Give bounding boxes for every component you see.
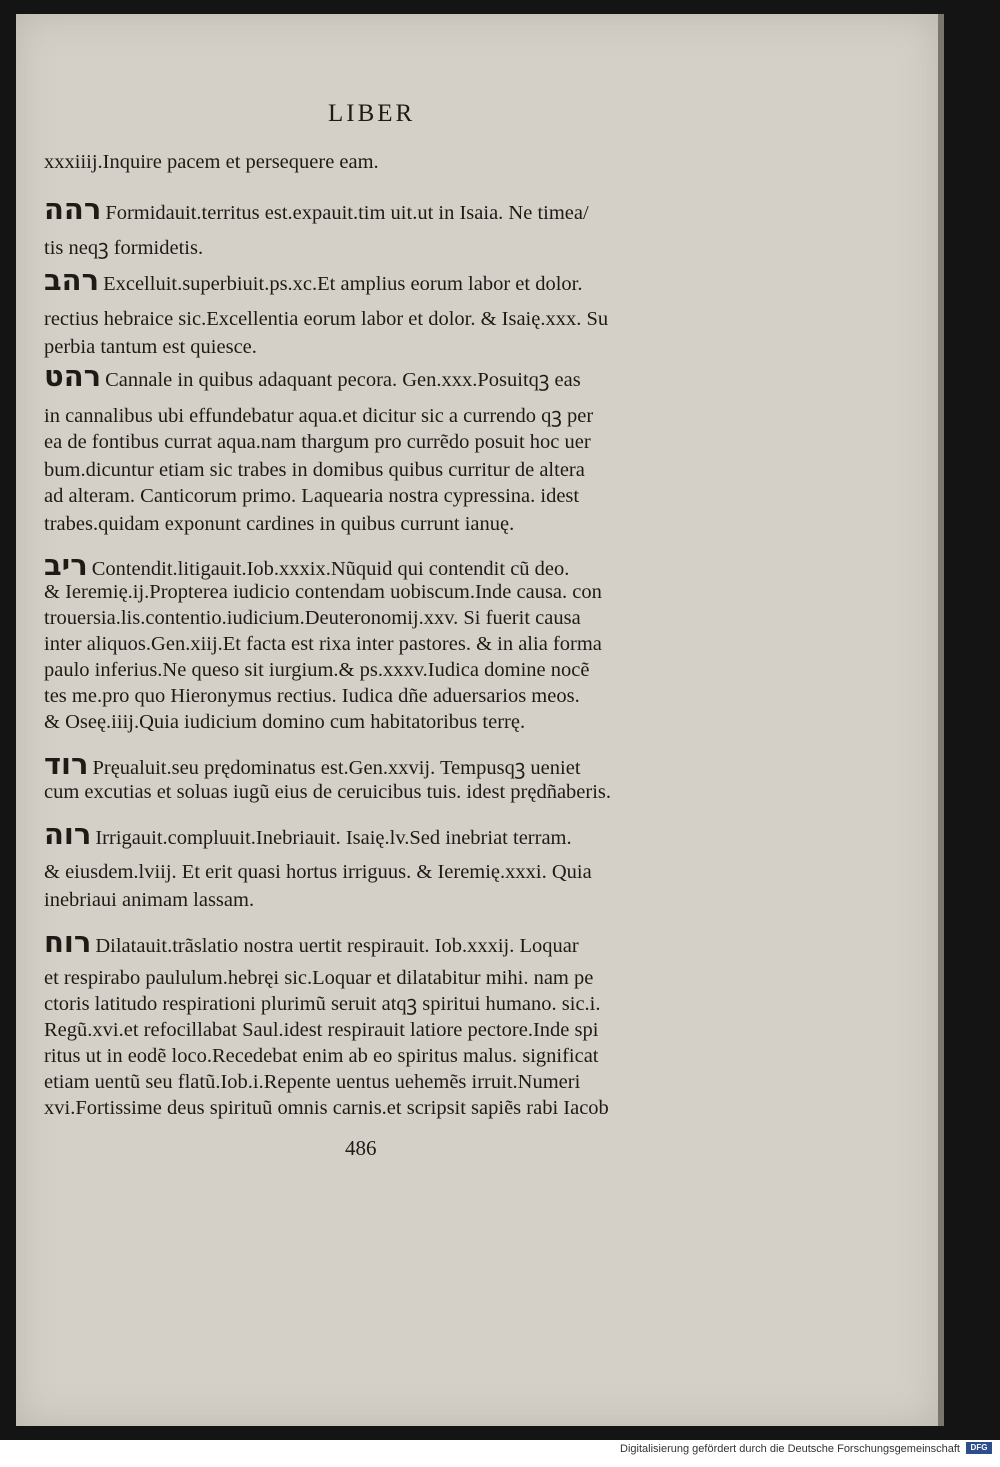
line-text: xvi.Fortissime deus spirituũ omnis carnis.et scripsit sapiẽs rabi Iacob: [44, 1097, 609, 1119]
text-line: [44, 992, 601, 1016]
hebrew-entry-word: רוד: [44, 747, 89, 781]
line-text: & Ieremię.ij.Propterea iudicio contendam uobiscum.Inde causa. con: [44, 581, 602, 603]
line-text: perbia tantum est quiesce.: [44, 336, 257, 358]
text-line: [44, 1044, 599, 1068]
line-text: tes me.pro quo Hieronymus rectius. Iudica dñe aduersarios meos.: [44, 685, 580, 707]
page-number: 486: [345, 1136, 377, 1160]
line-text: ritus ut in eodẽ loco.Recedebat enim ab eo spiritus malus. significat: [44, 1045, 599, 1067]
line-text: ad alteram. Canticorum primo. Laquearia nostra cypressina. idest: [44, 485, 580, 507]
line-text: bum.dicuntur etiam sic trabes in domibus quibus curritur de altera: [44, 459, 585, 481]
text-line: [44, 236, 203, 260]
line-text: ctoris latitudo respirationi plurimũ seruit atqꝫ spiritui humano. sic.i.: [44, 993, 601, 1015]
text-line: [44, 1018, 598, 1042]
text-line: [44, 658, 589, 682]
line-text: Pręualuit.seu prędominatus est.Gen.xxvij. Tempusqꝫ ueniet: [92, 757, 581, 779]
line-text: cum excutias et soluas iugũ eius de ceruicibus tuis. idest prędñaberis.: [44, 781, 612, 803]
hebrew-entry-word: רהט: [44, 359, 102, 393]
hebrew-entry-word: רוה: [44, 817, 92, 851]
text-line: [44, 632, 602, 656]
text-line: [44, 606, 581, 630]
hebrew-entry-word: ריב: [44, 548, 88, 582]
line-text: & eiusdem.lviij. Et erit quasi hortus irriguus. & Ieremię.xxxi. Quia: [44, 861, 592, 883]
text-line: [44, 684, 580, 708]
text-line: [44, 1096, 609, 1120]
line-text: Cannale in quibus adaquant pecora. Gen.xxx.Posuitqꝫ eas: [105, 369, 581, 391]
text-line: [44, 484, 579, 508]
line-text: tis neqꝫ formidetis.: [44, 237, 204, 259]
text-line: [44, 335, 257, 359]
line-text: paulo inferius.Ne queso sit iurgium.& ps.xxxv.Iudica domine nocẽ: [44, 659, 590, 681]
line-text: in cannalibus ubi effundebatur aqua.et dicitur sic a currendo qꝫ per: [44, 405, 594, 427]
text-line: [44, 512, 514, 536]
text-line: [44, 263, 583, 297]
line-text: Excelluit.superbiuit.ps.xc.Et amplius eorum labor et dolor.: [103, 273, 583, 295]
line-text: trabes.quidam exponunt cardines in quibus currunt ianuę.: [44, 513, 515, 535]
line-text: & Oseę.iiij.Quia iudicium domino cum habitatoribus terrę.: [44, 711, 526, 733]
text-line: [44, 860, 592, 884]
text-line: [44, 150, 379, 174]
footer-credit: Digitalisierung gefördert durch die Deutsche Forschungsgemeinschaft: [620, 1443, 960, 1455]
text-line: [44, 925, 579, 959]
text-line: [44, 710, 525, 734]
text-line: [44, 888, 254, 912]
text-line: [44, 1070, 580, 1094]
hebrew-entry-word: רהב: [44, 263, 100, 297]
text-line: [44, 307, 608, 331]
line-text: inter aliquos.Gen.xiij.Et facta est rixa inter pastores. & in alia forma: [44, 633, 602, 655]
hebrew-entry-word: רוח: [44, 925, 92, 959]
line-text: trouersia.lis.contentio.iudicium.Deuteronomij.xxv. Si fuerit causa: [44, 607, 581, 629]
line-text: Regũ.xvi.et refocillabat Saul.idest respirauit latiore pectore.Inde spi: [44, 1019, 599, 1041]
line-text: Contendit.litigauit.Iob.xxxix.Nũquid qui contendit cũ deo.: [91, 558, 570, 580]
text-line: [44, 747, 581, 781]
line-text: Dilatauit.trãslatio nostra uertit respirauit. Iob.xxxij. Loquar: [95, 935, 579, 957]
page-edge: [938, 14, 944, 1426]
text-line: [44, 192, 589, 226]
text-line: [44, 548, 570, 582]
text-line: [44, 780, 611, 804]
text-line: [44, 817, 572, 851]
line-text: etiam uentũ seu flatũ.Iob.i.Repente uentus uehemẽs irruit.Numeri: [44, 1071, 581, 1093]
text-line: [44, 966, 593, 990]
running-head: LIBER: [328, 100, 416, 127]
text-line: [44, 430, 591, 454]
text-line: [44, 458, 585, 482]
text-line: [44, 580, 602, 604]
line-text: Formidauit.territus est.expauit.tim uit.ut in Isaia. Ne timea/: [105, 202, 589, 224]
line-text: inebriaui animam lassam.: [44, 889, 255, 911]
line-text: rectius hebraice sic.Excellentia eorum labor et dolor. & Isaię.xxx. Su: [44, 308, 609, 330]
text-line: [44, 404, 593, 428]
dfg-logo-icon: DFG: [966, 1442, 992, 1454]
line-text: Irrigauit.compluuit.Inebriauit. Isaię.lv.Sed inebriat terram.: [95, 827, 572, 849]
hebrew-entry-word: רהה: [44, 192, 102, 226]
line-text: ea de fontibus currat aqua.nam thargum pro currẽdo posuit hoc uer: [44, 431, 591, 453]
line-text: et respirabo paululum.hebręi sic.Loquar et dilatabitur mihi. nam pe: [44, 967, 594, 989]
text-line: [44, 359, 581, 393]
line-text: xxxiiij.Inquire pacem et persequere eam.: [44, 151, 379, 173]
